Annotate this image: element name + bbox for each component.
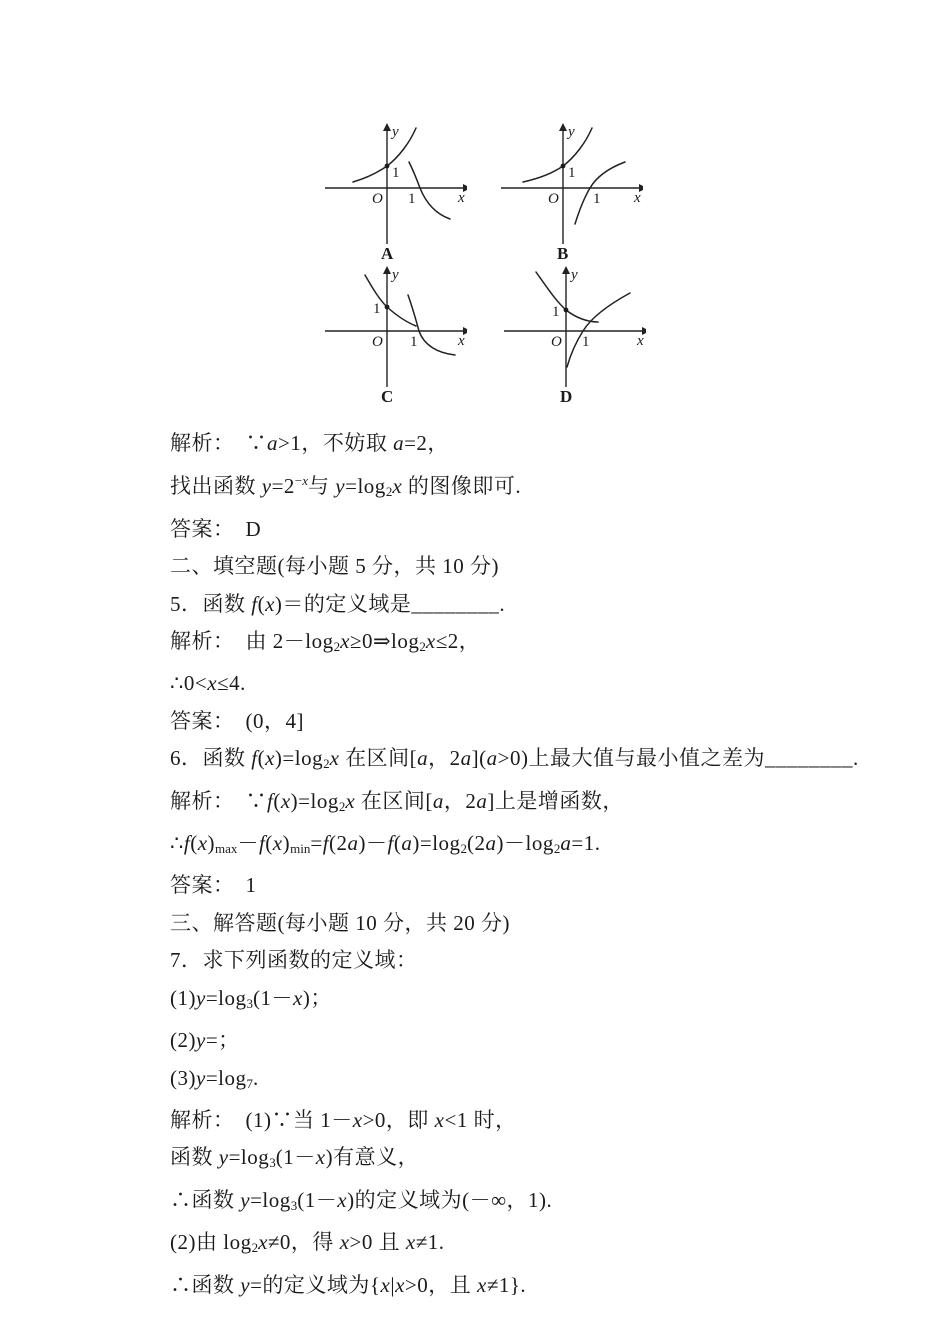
x-axis-label: x [458, 190, 465, 206]
point-0-1-dot [561, 164, 566, 169]
y-tick-label: 1 [373, 301, 381, 317]
y-tick-label: 1 [568, 165, 576, 181]
section-3-heading: 三、解答题(每小题 10 分，共 20 分) [170, 910, 510, 935]
y-axis-label: y [568, 124, 575, 140]
y-tick-label: 1 [392, 165, 400, 181]
x-tick-label: 1 [593, 191, 601, 207]
analysis-q7-line1: 解析： (1)∵当 1－x>0，即 x<1 时， [170, 1107, 517, 1132]
graph-c [317, 265, 467, 405]
x-tick-label: 1 [410, 334, 418, 350]
point-0-1-dot [385, 164, 390, 169]
graph-b [493, 122, 643, 262]
analysis-q6-line2: $\therefore f(x)_{max}-f(x)_{min}=f(2a)-f(a)=\log_2(2a)-\log_2a=1$. [170, 831, 601, 857]
curve-increasing-log [567, 293, 630, 367]
answer-q6: 答案： 1 [170, 873, 257, 898]
analysis-q6-line1: 解析： $\because f(x)=\log_2x$ 在区间[a，2a]上是增函数， [170, 788, 624, 814]
graph-d [496, 265, 646, 405]
analysis-q5-line1: 解析： 由 $2-\log_2x\ge 0\Rightarrow\log_2x\le 2$， [170, 629, 481, 655]
figure-letter: A [381, 244, 394, 262]
y-axis-arrow-icon [383, 123, 391, 131]
figure-letter: D [560, 387, 573, 405]
y-axis-arrow-icon [383, 266, 391, 274]
point-0-1-dot [564, 308, 569, 313]
section-2-heading: 二、填空题(每小题 5 分，共 10 分) [170, 554, 499, 579]
question-6: 6．函数 $f(x)=\log_2x$ 在区间[a，2a](a>0)上最大值与最小值之差为________. [170, 746, 859, 772]
analysis-q4-line1: 解析： ∵a>1，不妨取 a=2， [170, 431, 449, 455]
origin-label: O [372, 334, 383, 350]
x-axis-label: x [458, 333, 465, 349]
analysis-q7-line5: ∴函数 y=的定义域为{x|x>0，且 x≠1}. [170, 1272, 527, 1297]
figure-letter: C [381, 387, 394, 405]
y-axis-arrow-icon [559, 123, 567, 131]
y-axis-arrow-icon [562, 266, 570, 274]
y-axis-label: y [392, 124, 399, 140]
x-tick-label: 1 [408, 191, 416, 207]
graph-a [317, 122, 467, 262]
figure-option-a [317, 122, 467, 262]
origin-label: O [548, 191, 559, 207]
question-7-part1: $(1)y=\log_3(1-x)$； [170, 985, 332, 1011]
solution-text [170, 425, 859, 1304]
question-7-part2: (2)y=； [170, 1028, 240, 1053]
y-axis-label: y [571, 267, 578, 283]
y-tick-label: 1 [552, 304, 560, 320]
curve-decreasing-exponential [536, 272, 598, 322]
y-axis-label: y [392, 267, 399, 283]
answer-q4: 答案： D [170, 516, 262, 541]
answer-q5: 答案： (0，4] [170, 708, 304, 733]
origin-label: O [551, 334, 562, 350]
point-0-1-dot [385, 305, 390, 310]
curve-increasing-exponential [523, 128, 592, 182]
x-tick-label: 1 [582, 334, 590, 350]
analysis-q4-line2: 找出函数 $y=2^{-x}$与 $y=\log_2x$ 的图像即可. [170, 473, 522, 500]
x-axis-label: x [637, 333, 644, 349]
figure-option-d [496, 265, 646, 405]
analysis-q5-line2: ∴0<x≤4. [170, 671, 246, 696]
figure-letter: B [557, 244, 569, 262]
analysis-q7-line3: ∴函数 $y=\log_3(1-x)$的定义域为(－∞，1). [170, 1187, 553, 1213]
question-5: 5．函数 f(x)＝的定义域是________. [170, 591, 506, 616]
x-axis-label: x [634, 190, 641, 206]
analysis-q7-line4: (2)由 $\log_2x\ne 0$，得 x>0 且 x≠1. [170, 1230, 445, 1256]
curve-increasing-exponential [353, 128, 416, 182]
figure-option-c [317, 265, 467, 405]
analysis-q7-line2: 函数 $y=\log_3(1-x)$有意义， [170, 1145, 420, 1171]
origin-label: O [372, 191, 383, 207]
question-7-part3: $(3)y=\log_7$. [170, 1065, 259, 1091]
figure-option-b [493, 122, 643, 262]
question-7: 7．求下列函数的定义域： [170, 948, 418, 973]
